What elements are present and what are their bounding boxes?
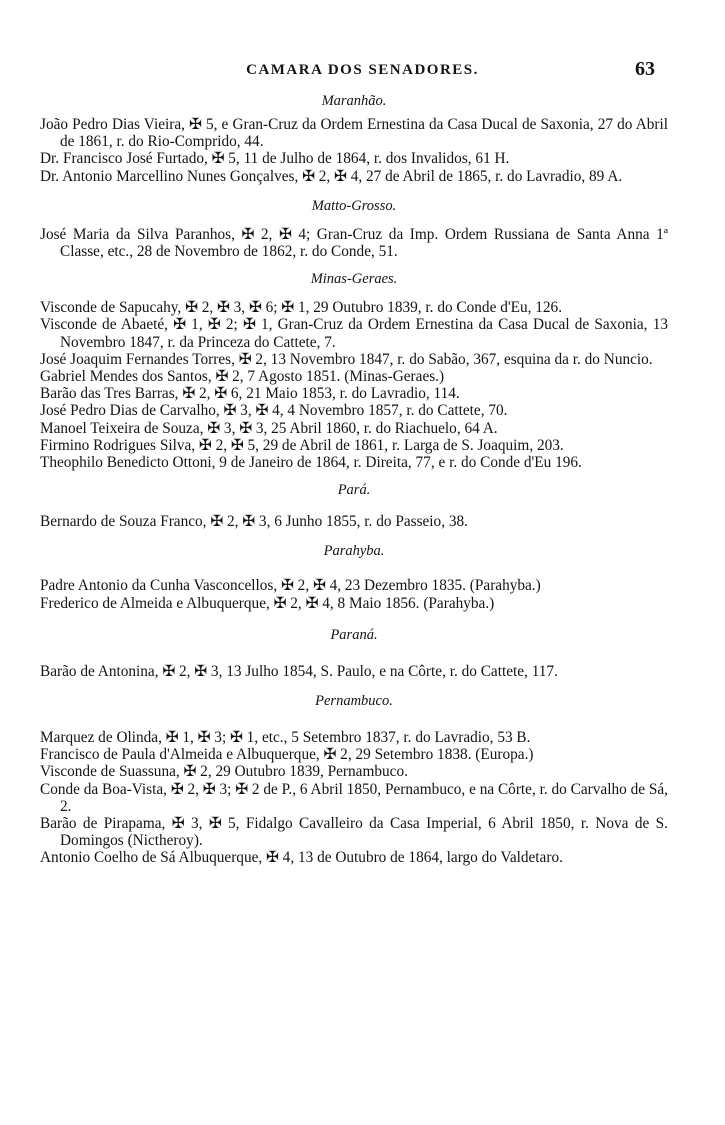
senator-entry: Visconde de Sapucahy, ✠ 2, ✠ 3, ✠ 6; ✠ 1, 29 Outubro 1839, r. do Conde d'Eu, 126. <box>40 299 563 317</box>
section-title-matto-grosso: Matto-Grosso. <box>311 197 397 214</box>
senator-entry: Firmino Rodrigues Silva, ✠ 2, ✠ 5, 29 de Abril de 1861, r. Larga de S. Joaquim, 203. <box>40 436 564 454</box>
senator-entry: Manoel Teixeira de Souza, ✠ 3, ✠ 3, 25 Abril 1860, r. do Riachuelo, 64 A. <box>40 419 498 437</box>
section-minas-geraes <box>40 270 668 471</box>
senator-entry: Padre Antonio da Cunha Vasconcellos, ✠ 2, ✠ 4, 23 Dezembro 1835. (Parahyba.) <box>40 577 541 595</box>
senator-entry: Visconde de Abaeté, ✠ 1, ✠ 2; ✠ 1, Gran-Cruz da Ordem Ernestina da Casa Ducal de Saxonia, 13 Novembro 1847, r. da Princeza do Cattete, 7. <box>40 316 668 351</box>
senator-entry: Visconde de Suassuna, ✠ 2, 29 Outubro 1839, Pernambuco. <box>40 763 408 781</box>
page-number: 63 <box>635 58 655 80</box>
senator-entry: Barão das Tres Barras, ✠ 2, ✠ 6, 21 Maio 1853, r. do Lavradio, 114. <box>40 385 460 403</box>
section-matto-grosso <box>40 197 668 260</box>
page-content <box>40 92 668 867</box>
section-title-minas-geraes: Minas-Geraes. <box>310 271 398 288</box>
running-head: CAMARA DOS SENADORES. <box>246 62 479 78</box>
page-header <box>0 58 725 82</box>
section-title-maranhao: Maranhão. <box>321 93 387 109</box>
senator-entry: Antonio Coelho de Sá Albuquerque, ✠ 4, 13 de Outubro de 1864, largo do Valdetaro. <box>40 849 563 867</box>
section-para <box>40 481 668 530</box>
senator-entry: João Pedro Dias Vieira, ✠ 5, e Gran-Cruz da Ordem Ernestina da Casa Ducal de Saxonia, 27 do Abril de 1861, r. do Rio-Comprido, 44. <box>40 116 668 151</box>
section-title-parahyba: Parahyba. <box>323 543 385 560</box>
senator-entry: Frederico de Almeida e Albuquerque, ✠ 2, ✠ 4, 8 Maio 1856. (Parahyba.) <box>40 594 495 612</box>
section-title-para: Pará. <box>337 482 371 499</box>
senator-entry: Theophilo Benedicto Ottoni, 9 de Janeiro de 1864, r. Direita, 77, e r. do Conde d'Eu 196. <box>40 454 582 472</box>
senator-entry: José Maria da Silva Paranhos, ✠ 2, ✠ 4; Gran-Cruz da Imp. Ordem Russiana de Santa Anna 1ª Classe, etc., 28 de Novembro de 1862, r. do Conde, 51. <box>40 225 668 261</box>
senator-entry: José Joaquim Fernandes Torres, ✠ 2, 13 Novembro 1847, r. do Sabão, 367, esquina da r. do Nuncio. <box>40 350 653 368</box>
senator-entry: Gabriel Mendes dos Santos, ✠ 2, 7 Agosto 1851. (Minas-Geraes.) <box>40 368 445 386</box>
senator-entry: Marquez de Olinda, ✠ 1, ✠ 3; ✠ 1, etc., 5 Setembro 1837, r. do Lavradio, 53 B. <box>40 729 531 747</box>
section-parana <box>40 626 668 680</box>
senator-entry: Francisco de Paula d'Almeida e Albuquerque, ✠ 2, 29 Setembro 1838. (Europa.) <box>40 746 534 764</box>
section-maranhao <box>40 92 668 185</box>
section-title-pernambuco: Pernambuco. <box>315 693 393 710</box>
senator-entry: Conde da Boa-Vista, ✠ 2, ✠ 3; ✠ 2 de P., 6 Abril 1850, Pernambuco, e na Côrte, r. do Carvalho de Sá, 2. <box>40 780 668 815</box>
senator-entry: Barão de Antonina, ✠ 2, ✠ 3, 13 Julho 1854, S. Paulo, e na Côrte, r. do Cattete, 117. <box>40 662 558 680</box>
senator-entry: Dr. Francisco José Furtado, ✠ 5, 11 de Julho de 1864, r. dos Invalidos, 61 H. <box>40 150 510 168</box>
senator-entry: José Pedro Dias de Carvalho, ✠ 3, ✠ 4, 4 Novembro 1857, r. do Cattete, 70. <box>40 402 508 420</box>
senator-entry: Bernardo de Souza Franco, ✠ 2, ✠ 3, 6 Junho 1855, r. do Passeio, 38. <box>40 513 468 531</box>
section-parahyba <box>40 542 668 611</box>
section-pernambuco <box>40 692 668 867</box>
senator-entry: Barão de Pirapama, ✠ 3, ✠ 5, Fidalgo Cavalleiro da Casa Imperial, 6 Abril 1850, r. Nova de S. Domingos (Nictheroy). <box>40 815 668 850</box>
senator-entry: Dr. Antonio Marcellino Nunes Gonçalves, ✠ 2, ✠ 4, 27 de Abril de 1865, r. do Lavradio, 89 A. <box>40 167 623 185</box>
section-title-parana: Paraná. <box>330 626 378 643</box>
